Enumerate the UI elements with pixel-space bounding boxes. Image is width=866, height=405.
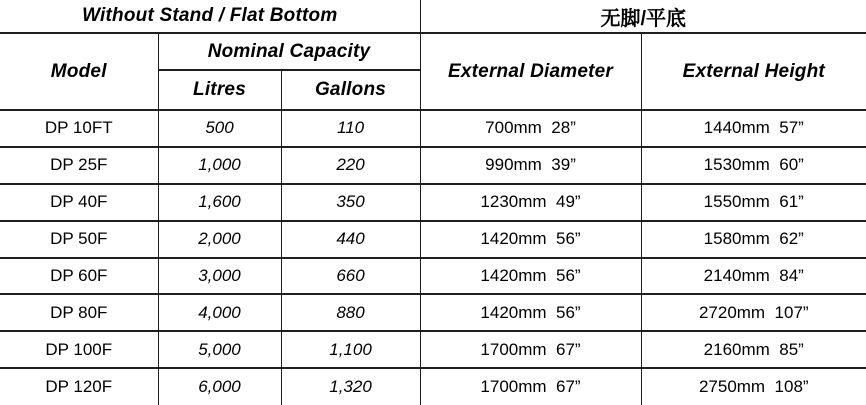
right-section-title: 无脚/平底: [420, 0, 866, 33]
litres-cell: 3,000: [158, 258, 281, 295]
table-row: [0, 294, 866, 331]
gallons-cell: 350: [281, 184, 420, 221]
external-diameter-cell: 1700mm 67”: [420, 368, 641, 405]
table-title-row: [0, 0, 866, 33]
table-row: [0, 258, 866, 295]
gallons-cell: 440: [281, 221, 420, 258]
table-row: [0, 110, 866, 147]
table-row: [0, 368, 866, 405]
litres-cell: 6,000: [158, 368, 281, 405]
gallons-cell: 880: [281, 294, 420, 331]
external-diameter-cell: 1700mm 67”: [420, 331, 641, 368]
model-cell: DP 50F: [0, 221, 158, 258]
gallons-column-header: Gallons: [281, 70, 420, 110]
model-cell: DP 80F: [0, 294, 158, 331]
litres-cell: 2,000: [158, 221, 281, 258]
gallons-cell: 110: [281, 110, 420, 147]
litres-cell: 4,000: [158, 294, 281, 331]
model-cell: DP 40F: [0, 184, 158, 221]
external-height-cell: 2720mm 107”: [641, 294, 866, 331]
table-row: [0, 184, 866, 221]
litres-column-header: Litres: [158, 70, 281, 110]
model-cell: DP 120F: [0, 368, 158, 405]
litres-cell: 1,000: [158, 147, 281, 184]
header-row-upper: [0, 33, 866, 70]
external-height-cell: 2140mm 84”: [641, 258, 866, 295]
model-cell: DP 100F: [0, 331, 158, 368]
external-diameter-cell: 1420mm 56”: [420, 294, 641, 331]
model-cell: DP 10FT: [0, 110, 158, 147]
gallons-cell: 1,100: [281, 331, 420, 368]
litres-cell: 1,600: [158, 184, 281, 221]
external-height-column-header: External Height: [641, 33, 866, 110]
external-diameter-cell: 990mm 39”: [420, 147, 641, 184]
table-row: [0, 147, 866, 184]
gallons-cell: 1,320: [281, 368, 420, 405]
model-column-header: Model: [0, 33, 158, 110]
external-diameter-cell: 700mm 28”: [420, 110, 641, 147]
external-diameter-cell: 1230mm 49”: [420, 184, 641, 221]
external-diameter-cell: 1420mm 56”: [420, 221, 641, 258]
nominal-capacity-column-header: Nominal Capacity: [158, 33, 420, 70]
external-height-cell: 1580mm 62”: [641, 221, 866, 258]
external-height-cell: 2750mm 108”: [698, 377, 809, 397]
external-height-cell: 1530mm 60”: [641, 147, 866, 184]
external-diameter-cell: 1420mm 56”: [420, 258, 641, 295]
external-height-cell: 1550mm 61”: [641, 184, 866, 221]
table-row: [0, 221, 866, 258]
gallons-cell: 660: [281, 258, 420, 295]
table-row: [0, 331, 866, 368]
gallons-cell: 220: [281, 147, 420, 184]
external-height-cell: 1440mm 57”: [641, 110, 866, 147]
litres-cell: 500: [158, 110, 281, 147]
litres-cell: 5,000: [158, 331, 281, 368]
left-section-title: Without Stand / Flat Bottom: [0, 0, 420, 33]
model-cell: DP 60F: [0, 258, 158, 295]
external-height-cell: 2160mm 85”: [641, 331, 866, 368]
model-cell: DP 25F: [0, 147, 158, 184]
external-diameter-column-header: External Diameter: [420, 33, 641, 110]
